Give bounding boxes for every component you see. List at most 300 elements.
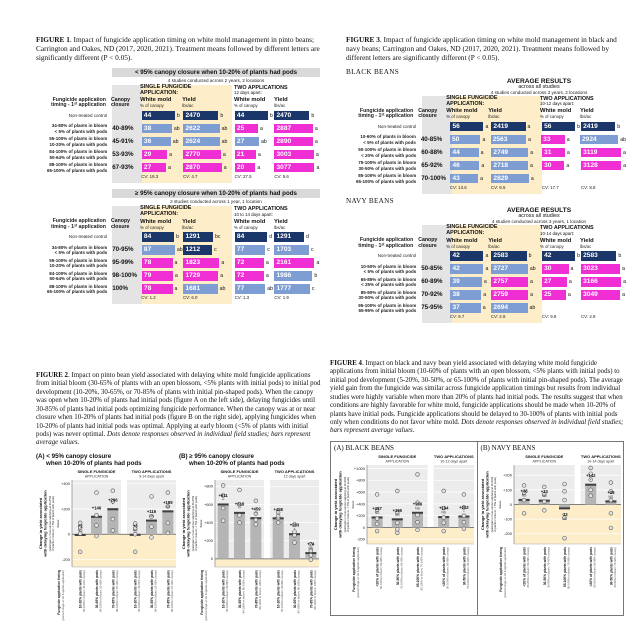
value-bar: 2718 bbox=[491, 161, 528, 171]
significance-letter: a bbox=[566, 149, 570, 156]
two-applications-panel-header-subtitle: 10-14 days apart: bbox=[540, 230, 575, 236]
two-applications-panel-header bbox=[234, 86, 320, 109]
white-mold-cell bbox=[450, 174, 491, 184]
cv-row bbox=[36, 174, 320, 183]
study-dot bbox=[442, 529, 446, 533]
y-tick-label: +600 bbox=[355, 489, 365, 495]
table-row bbox=[36, 282, 320, 295]
bar-significance-label: * bbox=[293, 527, 296, 532]
significance-letter: a bbox=[257, 151, 261, 158]
table-header-row bbox=[36, 85, 320, 109]
value-bar: 27 bbox=[142, 163, 166, 173]
timing-label: 55-100% of plants in bloom 10-20% of plants with pods bbox=[49, 136, 108, 147]
bar-significance-label: NS bbox=[608, 494, 613, 499]
x-tick-sublabel: 50-100% in bloom; 60-88% canopy bbox=[446, 546, 450, 589]
significance-letter: ab bbox=[261, 138, 267, 145]
figure2-panel-a-title bbox=[36, 453, 179, 467]
x-tick-sublabel: 88-100% in bloom; 100% canopy bbox=[258, 570, 262, 610]
section-band-title: ≥ 95% canopy closure when 10-20% of plants had pods bbox=[112, 189, 320, 198]
table-header-row bbox=[346, 96, 626, 120]
study-dot bbox=[95, 491, 99, 495]
y-tick-label: -100 bbox=[503, 516, 512, 522]
two-applications-panel-header-column-headers bbox=[540, 239, 626, 250]
value-bar: 46 bbox=[450, 161, 479, 171]
study-dot bbox=[442, 521, 446, 525]
bar-significance-label: NS bbox=[561, 516, 567, 521]
figure4-section bbox=[330, 360, 624, 616]
group-title: TWO APPLICATIONS bbox=[580, 453, 621, 459]
two-applications-panel-header-column-headers bbox=[540, 109, 626, 120]
bar-value-label: +518 bbox=[234, 501, 245, 507]
yield-cell bbox=[183, 150, 230, 160]
figure2-chart-b bbox=[179, 467, 322, 632]
single-application-panel-header-title: SINGLE FUNGICIDE bbox=[140, 205, 192, 212]
single-application-panel-header bbox=[140, 85, 230, 109]
yield-cell bbox=[274, 232, 320, 242]
significance-letter: b bbox=[577, 252, 581, 259]
cv-row bbox=[346, 185, 626, 194]
y-axis-label-line2: with delaying fungicide application bbox=[185, 490, 191, 557]
bar-value-label: +203 bbox=[459, 504, 469, 510]
value-bar: 2624 bbox=[183, 137, 219, 147]
value-bar: 2759 bbox=[491, 290, 528, 300]
significance-letter: a bbox=[260, 125, 263, 132]
panel-a-label2: when 10-20% of plants had pods bbox=[46, 459, 142, 467]
timing-label: 85-90% of plants in bloom 30-50% of plants with pods bbox=[358, 289, 417, 300]
study-dot bbox=[609, 511, 613, 515]
x-tick-label: 30-65% plants with pods bbox=[150, 570, 154, 609]
single-application-panel-header-title: SINGLE FUNGICIDE bbox=[446, 224, 498, 231]
table-row bbox=[36, 148, 320, 161]
value-bar: 72 bbox=[235, 258, 264, 268]
bar-significance-label: NS bbox=[77, 528, 83, 533]
yield-cell bbox=[491, 264, 538, 274]
y-tick-label: +1000 bbox=[353, 465, 365, 471]
timing-label: 55-100% of plants in bloom 10-20% of plants with pods bbox=[49, 257, 108, 268]
x-tick-label: 10-20% plants with pods bbox=[78, 570, 83, 609]
y-axis-label-line1: Change in yield associated bbox=[38, 497, 43, 550]
study-dot bbox=[562, 489, 566, 493]
x-tick-sublabel: 88-100% in bloom; 67-93% canopy bbox=[115, 570, 119, 612]
x-tick-label: 30-65% plants with pods bbox=[95, 570, 99, 609]
bar-significance-label: NS bbox=[521, 493, 526, 498]
y-tick-label: +200 bbox=[60, 506, 70, 512]
figure2-panel-a bbox=[36, 453, 179, 632]
white-mold-cell bbox=[142, 111, 184, 121]
study-dot bbox=[150, 536, 154, 540]
yield-cell bbox=[491, 303, 538, 313]
two-applications-panel-header-title: TWO APPLICATIONS bbox=[540, 95, 594, 102]
yield-cell bbox=[183, 284, 230, 294]
x-tick-label: 70-85% plants with pods bbox=[166, 570, 171, 609]
panel-b-label: (B) ≥ 95% canopy closure bbox=[179, 452, 254, 460]
value-bar: 33 bbox=[541, 135, 565, 145]
value-bar: 42 bbox=[450, 264, 483, 274]
white-mold-cell bbox=[450, 290, 491, 300]
below-zero-band bbox=[215, 559, 319, 567]
significance-letter: c bbox=[311, 285, 315, 292]
figure2-panel-b bbox=[179, 453, 322, 632]
yield-header-label: Yield bbox=[580, 237, 594, 244]
two-applications-panel-header-title: TWO APPLICATIONS bbox=[540, 225, 594, 232]
figure2-panel-b-title bbox=[179, 453, 322, 467]
bar-value-label: +74 bbox=[307, 541, 315, 547]
figure2-caption-label: FIGURE 2 bbox=[36, 372, 68, 379]
significance-letter: a bbox=[482, 136, 486, 143]
white-mold-table bbox=[346, 78, 626, 194]
bar-chart-fig4B bbox=[478, 452, 623, 610]
significance-letter: a bbox=[174, 272, 178, 279]
y-tick-label: +800 bbox=[355, 477, 365, 483]
cv-value: CV: 5.6 bbox=[274, 174, 289, 180]
two-applications-panel-header bbox=[540, 97, 626, 120]
y-tick-label: +400 bbox=[355, 501, 365, 507]
bar-average-cap bbox=[146, 520, 157, 522]
y-axis-label-line2: with delaying fungicide application bbox=[484, 471, 489, 538]
significance-letter: b bbox=[618, 252, 622, 259]
single-application-panel-header-column-headers bbox=[140, 98, 230, 109]
white-mold-cell bbox=[235, 245, 275, 255]
table-row bbox=[36, 122, 320, 135]
timing-label: 88-100% of plants in bloom 65-100% of plants with pods bbox=[46, 162, 108, 173]
study-dot bbox=[588, 466, 592, 470]
value-bar: 78 bbox=[142, 284, 173, 294]
value-bar: 2749 bbox=[491, 148, 528, 158]
x-tick-sublabel: 75-100% in bloom; 65-92% canopy bbox=[466, 546, 470, 589]
y-axis-unit-label: lbs/ac bbox=[199, 519, 203, 528]
value-bar: 2161 bbox=[274, 258, 314, 268]
table-row bbox=[36, 230, 320, 243]
x-tick-label: 30-50% plants with pods bbox=[395, 546, 400, 586]
white-mold-header-sub: % of canopy bbox=[540, 114, 564, 120]
canopy-value: 75-95% bbox=[421, 304, 443, 312]
canopy-value: 67-93% bbox=[112, 164, 134, 172]
study-dot bbox=[166, 531, 170, 535]
significance-letter: a bbox=[485, 252, 489, 259]
figure1-caption-text: . Impact of fungicide application timing on white mold management in pinto beans; Carrington and Oakes, ND (2017, 2020, 2021). Treatment means followed by different letters are significantly different (P < 0.05). bbox=[36, 35, 320, 62]
two-applications-panel-header-column-headers bbox=[234, 98, 320, 109]
value-bar: 2770 bbox=[183, 150, 220, 160]
y-tick-label: +400 bbox=[203, 520, 213, 526]
white-mold-header-label: White mold bbox=[540, 108, 572, 115]
y-tick-label: +200 bbox=[502, 472, 512, 478]
significance-letter: ab bbox=[267, 285, 274, 292]
yield-header-sub: lbs/ac bbox=[182, 224, 194, 230]
table-header-row bbox=[36, 206, 320, 230]
significance-letter: bc bbox=[214, 233, 221, 240]
cv-value: CV: 9.5 bbox=[490, 185, 506, 191]
study-dot bbox=[462, 492, 466, 496]
value-bar: 2419 bbox=[491, 122, 525, 132]
white-mold-header-label: White mold bbox=[140, 218, 172, 225]
figure4-caption bbox=[330, 360, 624, 436]
canopy-value: 98-100% bbox=[112, 272, 138, 280]
value-bar: 2583 bbox=[491, 251, 526, 261]
single-application-panel-header-title: SINGLE FUNGICIDE bbox=[140, 83, 192, 90]
bar bbox=[218, 504, 229, 559]
y-axis-unit-label: lbs/ac bbox=[56, 519, 60, 528]
significance-letter: c bbox=[310, 246, 314, 253]
bar-average-cap bbox=[392, 518, 403, 520]
timing-column-header: Fungicide application timing - 1ˢᵗ application bbox=[51, 218, 106, 230]
bar-value-label: +266 bbox=[412, 501, 423, 507]
x-tick-sublabel: 55-100% in bloom; 95-99% canopy bbox=[281, 570, 285, 612]
value-bar: 1291 bbox=[274, 232, 304, 242]
significance-letter: a bbox=[527, 123, 531, 130]
y-axis-sublabel-line2: of plants in bloom; < 5% of plants with pods) bbox=[194, 496, 199, 551]
value-bar: 1986 bbox=[274, 271, 312, 281]
bar-value-label: +459 bbox=[251, 506, 261, 512]
table-row bbox=[346, 172, 626, 185]
table-row bbox=[346, 249, 626, 262]
white-mold-cell bbox=[450, 264, 491, 274]
white-mold-cell bbox=[235, 137, 275, 147]
cv-value: CV: 2.8 bbox=[490, 314, 506, 320]
two-applications-panel-header bbox=[234, 207, 320, 230]
yield-column-header bbox=[274, 98, 320, 109]
y-axis-label-line1: Change in yield associated bbox=[181, 497, 186, 550]
value-bar: 72 bbox=[235, 271, 264, 281]
group-subtitle: APPLICATION bbox=[385, 459, 410, 464]
x-tick-sublabel: 84-100% in bloom; 53-93% canopy bbox=[99, 570, 103, 612]
bean-group-label: BLACK BEANS bbox=[346, 67, 400, 76]
study-dot bbox=[95, 513, 99, 517]
white-mold-column-header bbox=[446, 109, 488, 120]
yield-cell bbox=[491, 161, 538, 171]
white-mold-cell bbox=[142, 150, 184, 160]
group-title: TWO APPLICATIONS bbox=[131, 469, 172, 475]
timing-label: 50-100% of plants in bloom < 20% of plants with pods bbox=[358, 147, 417, 158]
group-subtitle: APPLICATION bbox=[84, 474, 109, 479]
white-mold-cell bbox=[542, 264, 581, 274]
significance-letter: a bbox=[221, 259, 225, 266]
study-dot bbox=[309, 553, 313, 557]
yield-cell bbox=[491, 122, 538, 132]
bar-significance-label: NS bbox=[541, 493, 547, 498]
y-axis-sublabel-line2: of plants in bloom; < 5% of plants with pods) bbox=[51, 496, 56, 551]
value-bar: 77 bbox=[235, 284, 265, 294]
timing-column-header: Fungicide application timing - 1ˢᵗ application bbox=[358, 107, 414, 120]
bar-value-label: +2 bbox=[77, 523, 83, 529]
figure4-caption-italic: Dots denote responses observed in individual field studies; bars represent average values. bbox=[330, 418, 624, 435]
significance-letter: a bbox=[621, 265, 625, 272]
bar-average-cap bbox=[107, 508, 118, 510]
study-dot bbox=[166, 491, 170, 495]
y-axis-sublabel-line1: (yield gain or loss versus applying at 30-65% bbox=[48, 495, 52, 552]
yield-header-label: Yield bbox=[182, 218, 196, 225]
x-tick-label: 70-85% plants with pods bbox=[309, 570, 314, 609]
significance-letter: a bbox=[483, 291, 487, 298]
bar-value-label: +146 bbox=[91, 505, 102, 511]
value-bar: 3166 bbox=[581, 277, 621, 287]
canopy-value: 70-100% bbox=[421, 175, 446, 183]
x-tick-sublabel: 55-100% in bloom; 45-91% canopy bbox=[138, 570, 142, 612]
table-body bbox=[346, 96, 626, 194]
figure1-caption bbox=[36, 36, 320, 63]
two-applications-panel-header-subtitle: 10 to 14 days apart: bbox=[234, 211, 273, 217]
value-bar: 25 bbox=[542, 290, 566, 300]
figure3-section bbox=[346, 36, 626, 326]
timing-column-header: Fungicide application timing - 1ˢᵗ application bbox=[358, 237, 414, 249]
bar-value-label: +142 bbox=[585, 473, 595, 479]
x-tick-sublabel: 65-85% in bloom; 60-89% canopy bbox=[593, 546, 597, 588]
x-tick-label: <20% of plants with pods bbox=[522, 546, 527, 587]
yield-header-sub: lbs/ac bbox=[488, 243, 500, 249]
single-application-panel-header bbox=[446, 96, 536, 120]
yield-cell bbox=[581, 251, 626, 261]
two-applications-panel-header-subtitle: 12 days apart: bbox=[234, 90, 262, 96]
yield-column-header bbox=[182, 220, 230, 231]
x-tick-label: <20% of plants with pods bbox=[588, 546, 593, 587]
study-dot bbox=[522, 498, 526, 502]
significance-letter: ab bbox=[172, 138, 179, 145]
significance-letter: b bbox=[528, 252, 532, 259]
white-mold-table bbox=[36, 68, 320, 183]
y-tick-label: +100 bbox=[502, 487, 512, 493]
y-axis-label-line2: with delaying fungicide application bbox=[337, 471, 343, 538]
study-dot bbox=[111, 489, 115, 493]
study-dot bbox=[416, 528, 420, 532]
significance-letter: a bbox=[265, 259, 269, 266]
bar-value-label: +194 bbox=[438, 505, 449, 511]
cv-value: CV: 9.8 bbox=[541, 314, 557, 320]
study-dot bbox=[442, 489, 446, 493]
figure4-chart-a bbox=[331, 452, 477, 615]
single-application-panel-header-subtitle: APPLICATION: bbox=[140, 210, 179, 217]
significance-letter: b bbox=[220, 112, 224, 119]
canopy-value: 60-88% bbox=[421, 149, 443, 157]
bar-significance-label: ** bbox=[254, 511, 258, 516]
significance-letter: a bbox=[530, 291, 533, 298]
study-dot bbox=[609, 526, 613, 530]
value-bar: 1823 bbox=[183, 258, 219, 268]
white-mold-cell bbox=[542, 251, 581, 261]
x-tick-sublabel: 88-100% in bloom; 67-93% canopy bbox=[170, 570, 174, 612]
value-bar: 3023 bbox=[581, 264, 620, 274]
y-tick-label: 0 bbox=[210, 556, 213, 562]
x-tick-label: 30-65% plants with pods bbox=[238, 570, 242, 609]
bar-chart-fig4A bbox=[331, 452, 476, 610]
white-mold-cell bbox=[450, 277, 491, 287]
white-mold-cell bbox=[142, 271, 184, 281]
group-title: SINGLE FUNGICIDE bbox=[524, 453, 563, 459]
bar-average-cap bbox=[585, 484, 596, 486]
value-bar: 87 bbox=[142, 245, 175, 255]
y-axis-sublabel-line1: (yield gain or loss versus applying at 10-60% bbox=[489, 476, 494, 533]
study-dot bbox=[416, 520, 420, 524]
significance-letter: a bbox=[481, 162, 485, 169]
timing-label: Non-treated control bbox=[68, 234, 108, 240]
group-subtitle: 12 days apart bbox=[283, 474, 306, 479]
study-dot bbox=[462, 514, 466, 518]
canopy-value: 60-89% bbox=[421, 278, 443, 286]
value-bar: 79 bbox=[142, 271, 173, 281]
study-dot bbox=[221, 484, 225, 488]
timing-label: Non-treated control bbox=[377, 253, 417, 259]
y-axis-sublabel-line1: (yield gain or loss versus applying at 30-65% bbox=[191, 495, 195, 552]
white-mold-header-sub: % of canopy bbox=[446, 243, 470, 249]
study-dot bbox=[416, 513, 420, 517]
significance-letter: a bbox=[480, 149, 484, 156]
significance-letter: a bbox=[530, 278, 533, 285]
cv-row bbox=[346, 314, 626, 323]
value-bar: 1681 bbox=[183, 284, 217, 294]
significance-letter: b bbox=[617, 123, 621, 130]
y-tick-label: +400 bbox=[60, 481, 70, 487]
significance-letter: a bbox=[168, 164, 171, 171]
figure2-caption bbox=[36, 372, 322, 448]
white-mold-cell bbox=[235, 232, 275, 242]
significance-letter: a bbox=[222, 151, 226, 158]
table-row bbox=[346, 262, 626, 275]
value-bar: 84 bbox=[235, 232, 267, 242]
y-tick-label: +600 bbox=[203, 501, 213, 507]
table-body bbox=[36, 206, 320, 304]
canopy-column-header: Canopy closure bbox=[110, 218, 130, 230]
value-bar: 37 bbox=[450, 303, 480, 313]
y-tick-label: +200 bbox=[355, 512, 365, 518]
white-mold-header-label: White mold bbox=[234, 218, 266, 225]
significance-letter: a bbox=[623, 162, 626, 169]
canopy-value: 70-95% bbox=[112, 246, 134, 254]
value-bar: 84 bbox=[142, 232, 174, 242]
bar-value-label: +458 bbox=[273, 506, 283, 512]
timing-column-header: Fungicide application timing - 1ˢᵗ application bbox=[51, 96, 106, 109]
canopy-value: 45-91% bbox=[112, 138, 134, 146]
study-dot bbox=[111, 529, 115, 533]
x-axis-subtitle: (percent stage at 1st fungicide application) bbox=[62, 570, 65, 621]
table-row bbox=[346, 288, 626, 301]
y-axis-sublabel-line2: of plants in bloom; < 5% of plants with pods) bbox=[346, 476, 351, 532]
table-row bbox=[346, 301, 626, 314]
white-mold-cell bbox=[235, 258, 275, 268]
yield-cell bbox=[580, 135, 626, 145]
study-dot bbox=[166, 521, 170, 525]
x-tick-sublabel: 95-100% in bloom; 75-95% canopy bbox=[567, 546, 570, 589]
two-applications-panel-header-title: TWO APPLICATIONS bbox=[234, 206, 288, 213]
bar-value-label: +33 bbox=[540, 488, 548, 494]
below-zero-band bbox=[514, 504, 621, 544]
cv-value: CV: 13.6 bbox=[449, 185, 467, 191]
yield-cell bbox=[491, 148, 538, 158]
value-bar: 30 bbox=[542, 264, 568, 274]
yield-cell bbox=[581, 277, 626, 287]
group-subtitle: 10-14 days apart bbox=[586, 459, 614, 464]
white-mold-cell bbox=[142, 245, 184, 255]
bar-significance-label: NS bbox=[394, 512, 400, 517]
table-row bbox=[36, 269, 320, 282]
x-tick-label: <20% of plants with pods bbox=[375, 546, 380, 587]
bar-value-label: +38 bbox=[520, 488, 528, 494]
timing-label: Non-treated control bbox=[377, 123, 417, 129]
white-mold-column-header bbox=[446, 239, 488, 250]
yield-cell bbox=[183, 137, 230, 147]
canopy-value: 100% bbox=[112, 285, 129, 293]
significance-letter: a bbox=[530, 149, 534, 156]
study-dot bbox=[133, 550, 137, 554]
significance-letter: a bbox=[530, 162, 533, 169]
y-tick-label: 0 bbox=[362, 524, 365, 530]
value-bar: 56 bbox=[542, 122, 575, 132]
bar-significance-label: NS bbox=[132, 528, 138, 533]
studies-note: 4 studies conducted across 3 years, 2 locations bbox=[490, 89, 588, 95]
y-tick-label: 0 bbox=[509, 501, 512, 507]
yield-cell bbox=[274, 163, 320, 173]
white-mold-column-header bbox=[540, 109, 580, 120]
study-dot bbox=[395, 521, 399, 525]
cv-value: CV: 1.3 bbox=[234, 295, 250, 301]
bar-significance-label: NS bbox=[374, 510, 380, 515]
